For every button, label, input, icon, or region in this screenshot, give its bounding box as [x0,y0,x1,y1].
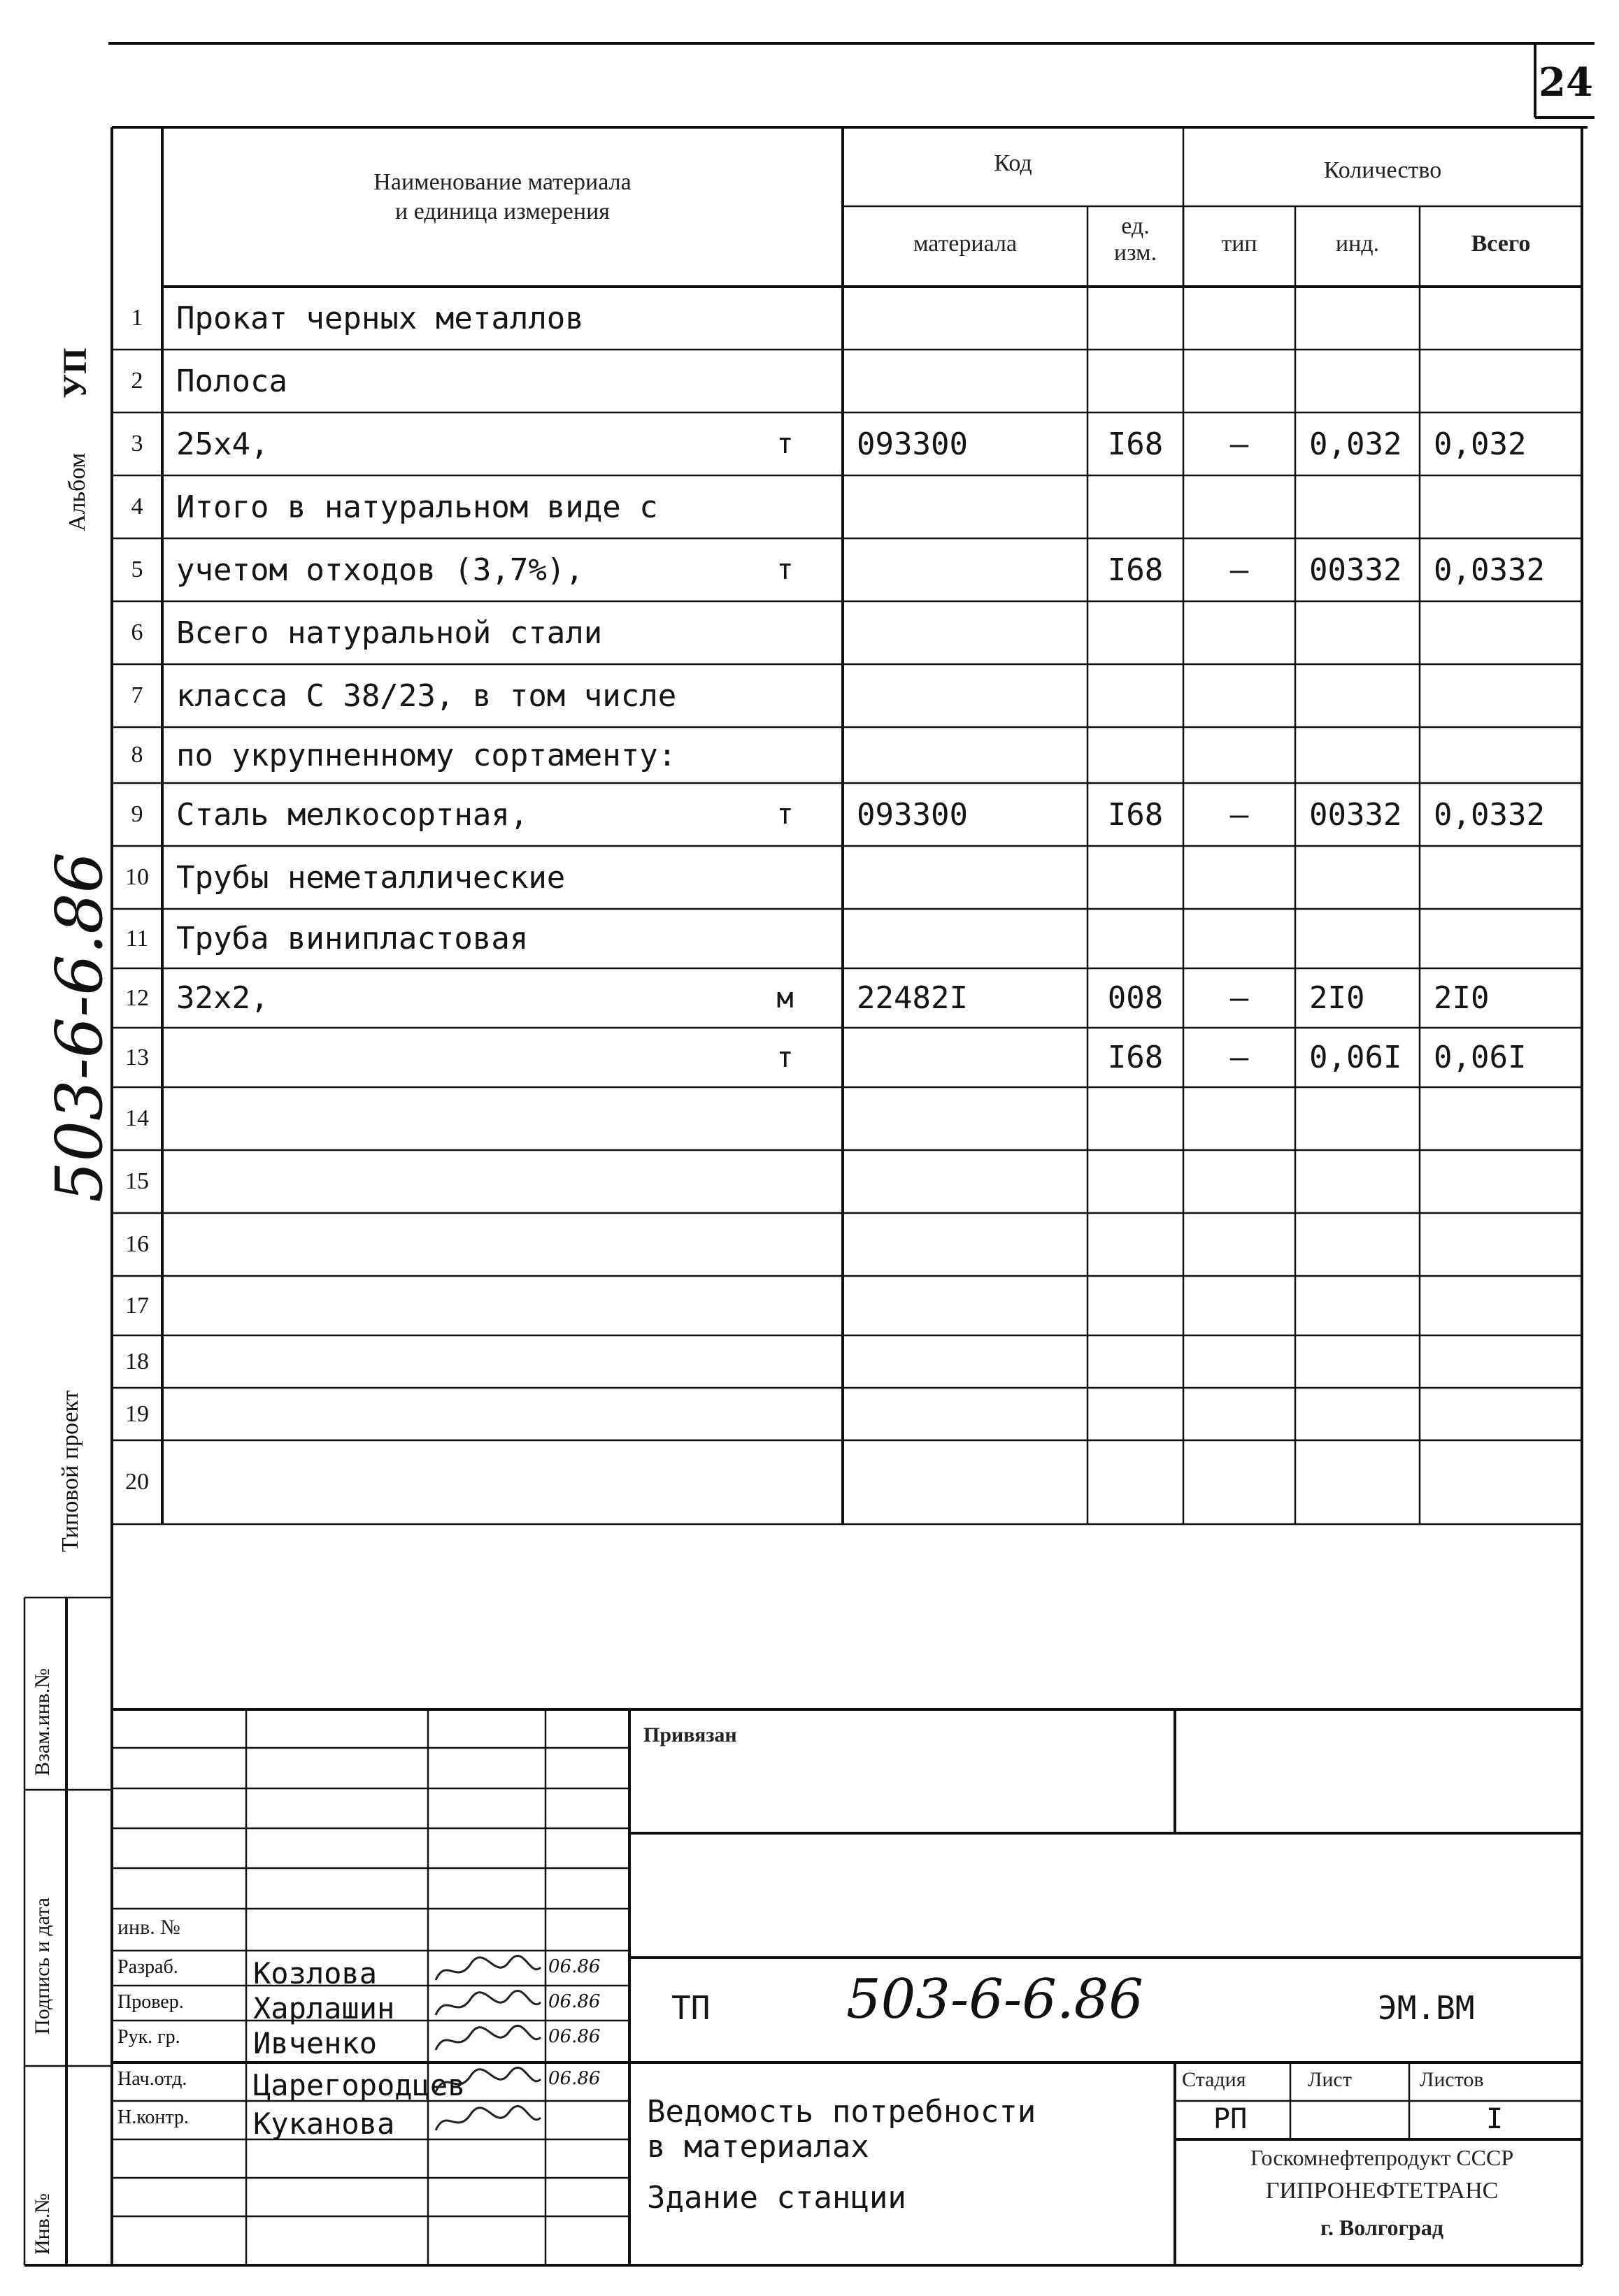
ind-value [1309,1388,1420,1440]
organization-line3: г. Волгоград [1320,2215,1444,2240]
total-value: 0,032 [1434,426,1527,462]
row-number: 3 [131,431,143,457]
unit-abbreviation: м [776,982,794,1014]
unit-abbreviation [727,1440,843,1524]
type-value [1183,909,1295,968]
type-value: – [1229,980,1249,1016]
unit-abbreviation [727,1388,843,1440]
ind-value [1309,350,1420,412]
material-name: Труба винипластовая [176,921,529,956]
unit-abbreviation: т [776,428,794,460]
unit-code [1087,1087,1183,1150]
total-value [1434,601,1582,664]
material-name [176,1440,727,1524]
type-value [1183,1087,1295,1150]
type-value [1183,1150,1295,1213]
unit-code [1087,1335,1183,1388]
role-label: Н.контр. [117,2107,189,2128]
material-code [857,909,1087,968]
total-value: 2I0 [1434,980,1490,1016]
stage-value: РП [1213,2103,1248,2135]
header-material: материала [913,231,1018,257]
total-value [1434,664,1582,727]
material-code [857,475,1087,538]
type-value [1183,475,1295,538]
material-name: 25х4, [176,426,269,462]
material-name [176,1150,727,1213]
row-number: 1 [131,305,143,331]
row-number: 18 [125,1348,149,1375]
material-name [176,1087,727,1150]
type-value: – [1229,426,1249,462]
unit-code [1087,1440,1183,1524]
project-code: 503-6-6.86 [846,1968,1143,2031]
header-code: Код [994,150,1032,176]
sign-date: 06.86 [548,2026,601,2047]
header-ind: инд. [1335,231,1380,257]
row-number: 6 [131,619,143,645]
material-name: Полоса [176,363,287,399]
sheets-value: I [1486,2103,1504,2135]
ind-value: 0,06I [1309,1040,1402,1075]
row-number: 14 [125,1105,149,1131]
total-value [1434,909,1582,968]
unit-code [1087,664,1183,727]
material-name: Трубы неметаллические [176,859,566,896]
row-number: 12 [125,984,149,1011]
signature-scribble [432,1953,544,1988]
doc-title-line2: в материалах [647,2129,869,2165]
document-code: ЭМ.ВМ [1378,1989,1475,2027]
type-value [1183,1276,1295,1335]
unit-code [1087,287,1183,350]
row-number: 8 [131,742,143,768]
type-value [1183,664,1295,727]
row-number: 13 [125,1044,149,1070]
row-number: 2 [131,368,143,394]
ind-value: 00332 [1309,796,1402,833]
page-number: 24 [1539,59,1593,106]
row-number: 20 [125,1469,149,1495]
material-code [857,1087,1087,1150]
inv-no-title-label: инв. № [117,1916,180,1939]
total-value: 0,06I [1434,1040,1527,1075]
attached-label: Привязан [643,1723,737,1746]
material-name: Итого в натуральном виде с [176,489,658,525]
unit-code: I68 [1107,552,1164,588]
unit-code [1087,846,1183,909]
tp-label: ТП [671,1989,711,2027]
organization-line2: ГИПРОНЕФТЕТРАНС [1265,2178,1499,2204]
total-value [1434,1335,1582,1388]
unit-abbreviation [727,475,843,538]
header-type: тип [1221,231,1257,257]
material-name: Всего натуральной стали [176,615,603,651]
total-value [1434,1276,1582,1335]
row-number: 10 [125,864,149,890]
type-value [1183,350,1295,412]
unit-code [1087,350,1183,412]
ind-value [1309,664,1420,727]
unit-code [1087,1150,1183,1213]
ind-value: 00332 [1309,552,1402,588]
total-value [1434,1213,1582,1276]
unit-code [1087,727,1183,783]
project-number-handwritten: 503-6-6.86 [42,852,117,1203]
type-value [1183,601,1295,664]
unit-abbreviation [727,1150,843,1213]
unit-abbreviation: т [776,798,794,831]
material-name [176,1213,727,1276]
unit-abbreviation [727,350,843,412]
inv-no-label: Инв.№ [31,2193,54,2255]
person-name: Ивченко [253,2026,378,2060]
type-value [1183,1440,1295,1524]
role-label: Рук. гр. [117,2026,180,2048]
doc-title-line3: Здание станции [647,2180,906,2216]
signature-scribble [432,2065,544,2100]
material-code: 093300 [857,426,968,462]
ind-value [1309,1213,1420,1276]
stage-label: Стадия [1182,2068,1246,2091]
unit-abbreviation [727,846,843,909]
row-number: 16 [125,1231,149,1257]
material-code [857,1335,1087,1388]
sign-date: 06.86 [548,1991,601,2012]
unit-code: I68 [1107,1040,1164,1075]
sign-date: 06.86 [548,2068,601,2089]
unit-code [1087,1213,1183,1276]
signature-date-label: Подпись и дата [31,1897,54,2035]
unit-code [1087,909,1183,968]
row-number: 9 [131,801,143,827]
unit-code: I68 [1107,426,1164,462]
unit-code: 008 [1107,980,1164,1016]
role-label: Провер. [117,1991,184,2013]
total-value: 0,0332 [1434,796,1545,833]
unit-abbreviation [727,601,843,664]
material-name: 32х2, [176,980,269,1016]
material-name: класса С 38/23, в том числе [176,677,677,714]
person-name: Царегородцев [253,2068,466,2102]
signature-scribble [432,1988,544,2023]
unit-abbreviation [727,727,843,783]
role-label: Разраб. [117,1956,178,1978]
unit-abbreviation [727,1276,843,1335]
material-code [857,846,1087,909]
unit-code [1087,1388,1183,1440]
header-total: Всего [1471,231,1531,257]
unit-abbreviation [727,909,843,968]
unit-abbreviation [727,1335,843,1388]
unit-abbreviation: т [776,1041,794,1074]
material-name: Сталь мелкосортная, [176,796,529,833]
type-value [1183,846,1295,909]
ind-value [1309,909,1420,968]
ind-value [1309,1150,1420,1213]
material-code [857,1440,1087,1524]
total-value [1434,727,1582,783]
row-number: 19 [125,1400,149,1427]
ind-value: 0,032 [1309,426,1402,462]
exchange-inv-label: Взам.инв.№ [31,1667,54,1776]
material-name [176,1335,727,1388]
row-number: 15 [125,1168,149,1194]
person-name: Козлова [253,1956,378,1990]
ind-value [1309,1335,1420,1388]
type-value: – [1229,796,1249,833]
type-value [1183,287,1295,350]
header-unit: ед. изм. [1113,213,1157,266]
material-name [176,1028,727,1087]
unit-abbreviation [727,287,843,350]
material-code [857,538,1087,601]
doc-title-line1: Ведомость потребности [647,2094,1036,2130]
role-label: Нач.отд. [117,2068,187,2090]
total-value [1434,846,1582,909]
row-number: 7 [131,682,143,708]
total-value [1434,287,1582,350]
type-value: – [1229,1040,1249,1075]
total-value [1434,350,1582,412]
material-name: по укрупненному сортаменту: [176,737,677,773]
ind-value [1309,1276,1420,1335]
type-value [1183,1388,1295,1440]
unit-abbreviation [727,664,843,727]
typical-project-label: Типовой проект [57,1390,83,1552]
ind-value [1309,846,1420,909]
ind-value [1309,1087,1420,1150]
material-name [176,1388,727,1440]
material-code [857,1150,1087,1213]
row-number: 5 [131,557,143,582]
material-code [857,727,1087,783]
material-name [176,1276,727,1335]
material-code [857,664,1087,727]
person-name: Куканова [253,2107,395,2141]
organization-line1: Госкомнефтепродукт СССР [1250,2145,1514,2170]
signature-scribble [432,2104,544,2139]
material-code [857,350,1087,412]
unit-code: I68 [1107,796,1164,833]
ind-value [1309,287,1420,350]
material-code: 093300 [857,796,968,833]
unit-code [1087,1276,1183,1335]
total-value [1434,1150,1582,1213]
type-value [1183,1213,1295,1276]
ind-value: 2I0 [1309,980,1365,1016]
unit-abbreviation [727,1213,843,1276]
sheet-label: Лист [1308,2068,1352,2091]
header-quantity: Количество [1323,157,1442,183]
total-value [1434,1388,1582,1440]
album-number: УП [57,347,94,399]
material-name: Прокат черных металлов [176,300,584,336]
unit-code [1087,475,1183,538]
unit-abbreviation [727,1087,843,1150]
total-value: 0,0332 [1434,552,1545,588]
ind-value [1309,601,1420,664]
material-code [857,1028,1087,1087]
material-code [857,1213,1087,1276]
ind-value [1309,1440,1420,1524]
signature-scribble [432,2023,544,2058]
material-code [857,1276,1087,1335]
total-value [1434,1087,1582,1150]
person-name: Харлашин [253,1991,395,2025]
material-name: учетом отходов (3,7%), [176,552,584,588]
sheets-label: Листов [1420,2068,1484,2091]
ind-value [1309,475,1420,538]
unit-abbreviation: т [776,554,794,586]
type-value: – [1229,552,1249,588]
total-value [1434,1440,1582,1524]
unit-code [1087,601,1183,664]
row-number: 11 [125,925,149,952]
ind-value [1309,727,1420,783]
row-number: 4 [131,494,143,519]
material-code [857,287,1087,350]
material-code [857,1388,1087,1440]
type-value [1183,727,1295,783]
total-value [1434,475,1582,538]
header-name-column: Наименование материала и единица измерения [373,169,632,224]
type-value [1183,1335,1295,1388]
sign-date: 06.86 [548,1956,601,1977]
album-label: Альбом [64,452,90,531]
material-code: 22482I [857,980,968,1016]
row-number: 17 [125,1292,149,1319]
material-code [857,601,1087,664]
